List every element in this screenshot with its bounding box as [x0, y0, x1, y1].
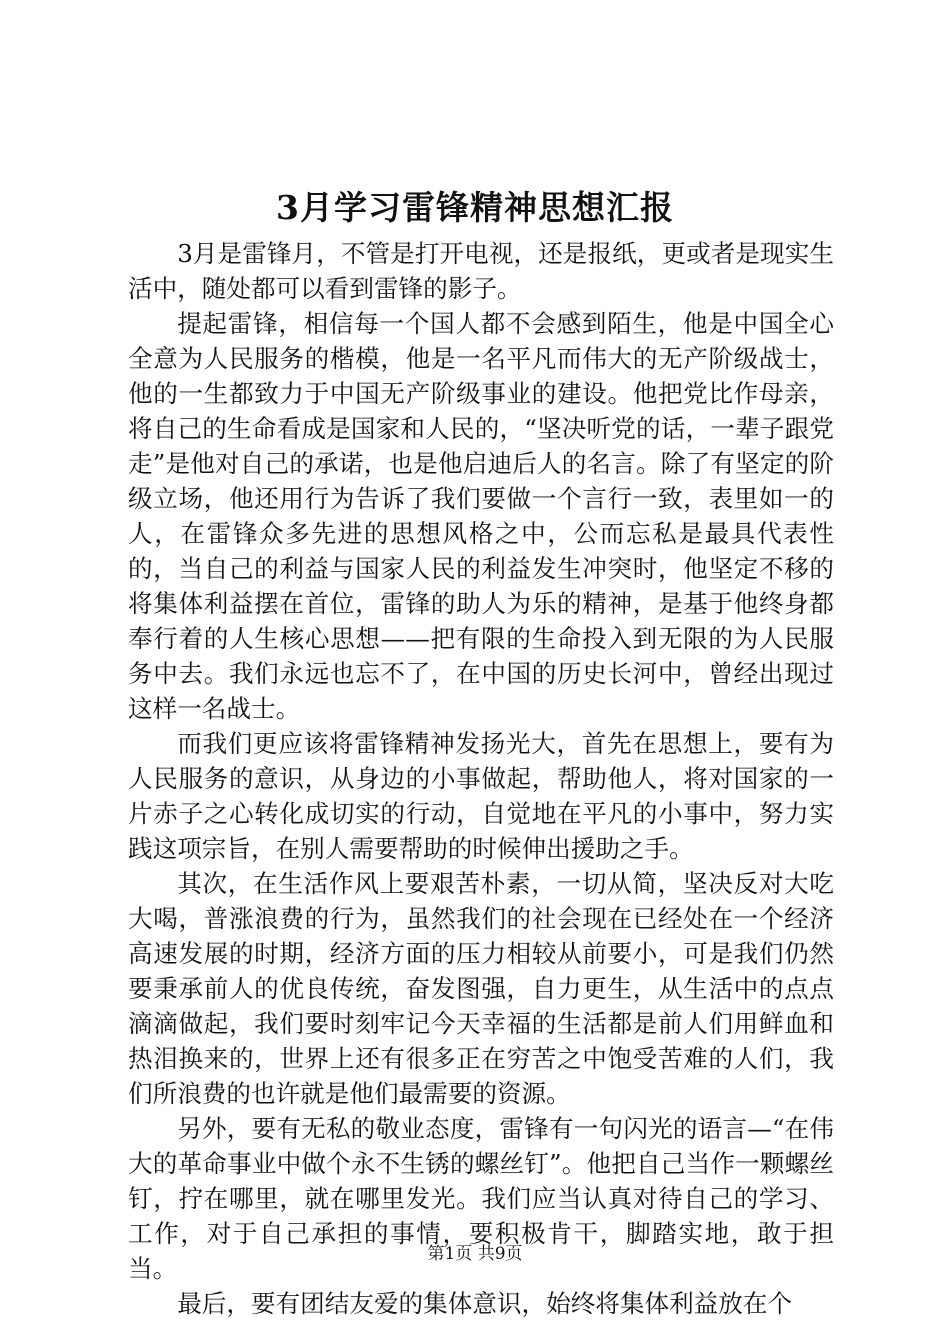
document-body	[128, 236, 834, 1321]
paragraph-6: 最后，要有团结友爱的集体意识，始终将集体利益放在个	[177, 1289, 793, 1318]
paragraph-2: 提起雷锋，相信每一个国人都不会感到陌生，他是中国全心全意为人民服务的楷模，他是一名平凡而伟大的无产阶级战士，他的一生都致力于中国无产阶级事业的建设。他把党比作母亲，将自己的生命看成是国家和人民的，“坚决听党的话，一辈子跟党走”是他对自己的承诺，也是他启迪后人的名言。除了有坚定的阶级立场，他还用行为告诉了我们要做一个言行一致，表里如一的人，在雷锋众多先进的思想风格之中，公而忘私是最具代表性的，当自己的利益与国家人民的利益发生冲突时，他坚定不移的将集体利益摆在首位，雷锋的助人为乐的精神，是基于他终身都奉行着的人生核心思想——把有限的生命投入到无限的为人民服务中去。我们永远也忘不了，在中国的历史长河中，曾经出现过这样一名战士。	[128, 309, 834, 723]
paragraph-5: 另外，要有无私的敬业态度，雷锋有一句闪光的语言—“在伟大的革命事业中做个永不生锈的螺丝钉”。他把自己当作一颗螺丝钉，拧在哪里，就在哪里发光。我们应当认真对待自己的学习、工作，对于自己承担的事情，要积极肯干，脚踏实地，敢于担当。	[128, 1114, 834, 1283]
paragraph-1: 3月是雷锋月，不管是打开电视，还是报纸，更或者是现实生活中，随处都可以看到雷锋的影子。	[128, 239, 834, 303]
paragraph-4: 其次，在生活作风上要艰苦朴素，一切从简，坚决反对大吃大喝，普涨浪费的行为，虽然我们的社会现在已经处在一个经济高速发展的时期，经济方面的压力相较从前要小，可是我们仍然要秉承前人的优良传统，奋发图强，自力更生，从生活中的点点滴滴做起，我们要时刻牢记今天幸福的生活都是前人们用鲜血和热泪换来的，世界上还有很多正在穷苦之中饱受苦难的人们，我们所浪费的也许就是他们最需要的资源。	[128, 869, 834, 1108]
page-number-footer: 第1页 共9页	[427, 1244, 523, 1264]
paragraph-3: 而我们更应该将雷锋精神发扬光大，首先在思想上，要有为人民服务的意识，从身边的小事做起，帮助他人，将对国家的一片赤子之心转化成切实的行动，自觉地在平凡的小事中，努力实践这项宗旨，在别人需要帮助的时候伸出援助之手。	[128, 729, 834, 863]
document-title: 3月学习雷锋精神思想汇报	[276, 188, 674, 227]
